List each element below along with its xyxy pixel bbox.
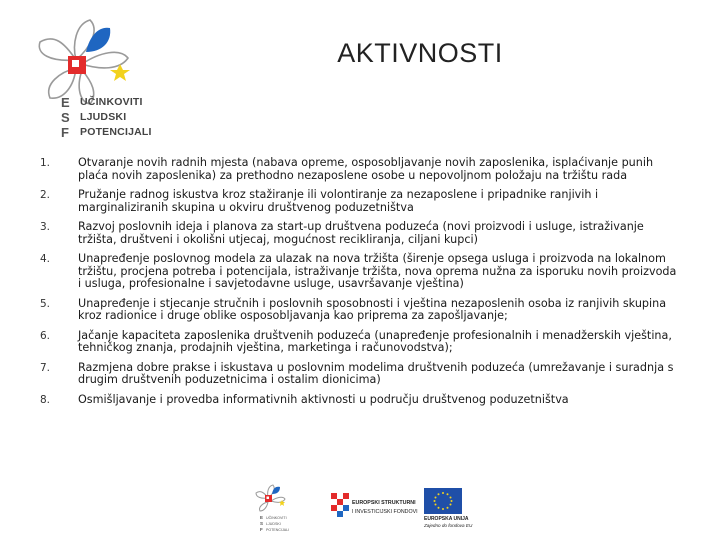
esf-letter-e: E bbox=[61, 95, 70, 110]
list-item-text: Jačanje kapaciteta zaposlenika društvenih poduzeća (unapređenje profesionalnih i menadžerskih vještina, tehničkog znanja, prodajnih vještina, marketinga i računovodstva); bbox=[78, 328, 672, 354]
list-item bbox=[40, 189, 680, 214]
list-item bbox=[40, 362, 680, 387]
esf-word-3: POTENCIJALI bbox=[80, 126, 152, 138]
list-item bbox=[40, 253, 680, 291]
esf-flower-icon bbox=[24, 12, 174, 107]
list-item-number: 7. bbox=[40, 361, 51, 374]
esi-funds-line-2: I INVESTICIJSKI FONDOVI bbox=[352, 509, 418, 515]
svg-text:E: E bbox=[260, 515, 264, 520]
list-item-number: 8. bbox=[40, 393, 51, 406]
list-item-number: 3. bbox=[40, 221, 51, 233]
svg-text:S: S bbox=[260, 521, 264, 526]
eu-label: EUROPSKA UNIJA bbox=[424, 516, 469, 522]
footer-esf-word-2: LJUDSKI bbox=[266, 522, 281, 526]
esf-flower-small-icon bbox=[254, 482, 302, 534]
list-item-number: 4. bbox=[40, 253, 51, 265]
esf-letters bbox=[61, 95, 70, 140]
footer-esf-word-1: UČINKOVITI bbox=[266, 516, 287, 520]
list-item bbox=[40, 330, 680, 355]
esf-word-2: LJUDSKI bbox=[80, 111, 127, 123]
list-item-text: Otvaranje novih radnih mjesta (nabava opreme, osposobljavanje novih zaposlenika, isplaćivanje punih plaća novih zaposlenika) za prethodno nezaposlene osobe u nepovoljnom položaju na tržištu rada bbox=[78, 156, 654, 182]
footer-esf-logo bbox=[254, 482, 302, 534]
list-item bbox=[40, 298, 680, 323]
croatian-chequer-icon bbox=[328, 490, 350, 520]
list-item bbox=[40, 157, 680, 182]
eu-flag-icon bbox=[424, 488, 462, 514]
svg-text:F: F bbox=[260, 527, 263, 532]
list-item-number: 5. bbox=[40, 297, 51, 310]
list-item-text: Unapređenje i stjecanje stručnih i poslovnih sposobnosti i vještina nezaposlenih osoba iz ranjivih skupina kroz radionice i druge oblike osposobljavanja kao priprema za zapošljavanje; bbox=[78, 296, 667, 322]
esf-words bbox=[80, 95, 152, 140]
list-item-number: 6. bbox=[40, 329, 51, 342]
list-item-text: Osmišljavanje i provedba informativnih aktivnosti u području društvenog poduzetništva bbox=[78, 392, 569, 406]
list-item-number: 1. bbox=[40, 157, 51, 169]
esi-funds-line-1: EUROPSKI STRUKTURNI bbox=[352, 500, 416, 506]
footer-esf-word-3: POTENCIJALI bbox=[266, 528, 290, 532]
esf-letter-s: S bbox=[61, 110, 70, 125]
esf-letter-f: F bbox=[61, 125, 69, 140]
list-item-text: Pružanje radnog iskustva kroz stažiranje ili volontiranje za nezaposlene i pripadnike ranjivih i marginaliziranih skupina u okviru društvenog poduzetništva bbox=[78, 188, 599, 214]
eu-slogan: Zajedno do fondova EU bbox=[424, 523, 473, 528]
list-item-text: Razmjena dobre prakse i iskustava u poslovnim modelima društvenih poduzeća (umrežavanje i suradnja s drugim društvenih poduzetnicima i ostalim dionicima) bbox=[78, 360, 674, 386]
esf-word-1: UČINKOVITI bbox=[80, 96, 143, 108]
list-item-text: Unapređenje poslovnog modela za ulazak na nova tržišta (širenje opsega usluga i proizvoda na lokalnom tržištu, procjena potreba i potencijala, istraživanje tržišta, nova oprema nužna za isporuku novih proizvoda i usluga, profesionalne i savjetodavne usluge, usavršavanje vještina) bbox=[78, 252, 677, 290]
footer-eu-logo bbox=[410, 488, 492, 532]
list-item bbox=[40, 394, 680, 407]
activities-list bbox=[40, 157, 680, 406]
footer-esi-funds-logo bbox=[328, 488, 418, 524]
list-item bbox=[40, 221, 680, 246]
list-item-number: 2. bbox=[40, 189, 51, 201]
page-title: AKTIVNOSTI bbox=[337, 38, 503, 68]
list-item-text: Razvoj poslovnih ideja i planova za start-up društvena poduzeća (novi proizvodi i usluge, istraživanje tržišta, društveni i okolišni utjecaj, mogućnost recikliranja, ciljani kupci) bbox=[78, 220, 644, 246]
